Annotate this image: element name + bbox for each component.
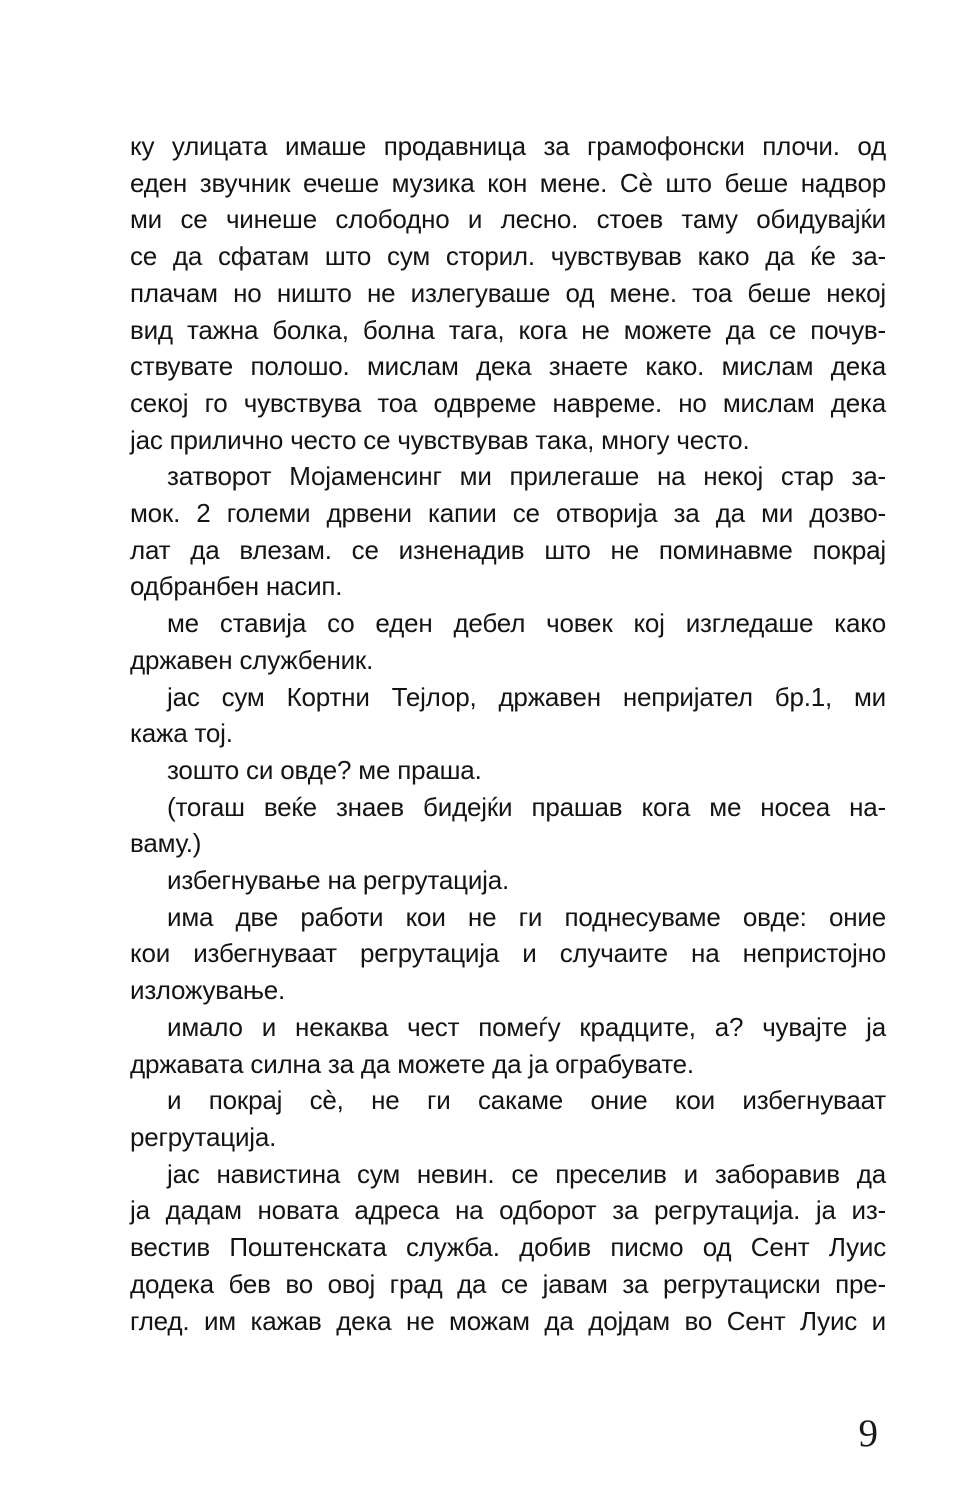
paragraph (130, 128, 886, 458)
paragraph (130, 458, 886, 605)
text-line: и покрај сѐ, не ги сакаме оние кои избегнуваат (167, 1085, 886, 1116)
text-line: има две работи кои не ги поднесуваме овде: оние (167, 901, 886, 932)
text-line: еден звучник ечеше музика кон мене. Сѐ што беше надвор (130, 167, 886, 198)
paragraph (130, 1009, 886, 1082)
text-line: одбранбен насип. (130, 571, 343, 602)
paragraph (130, 679, 886, 752)
text-line: вид тажна болка, болна тага, кога не можете да се почув- (130, 314, 886, 345)
paragraph (130, 862, 886, 899)
text-line: државата силна за да можете да ја ограбувате. (130, 1048, 694, 1079)
body-text (130, 128, 886, 1339)
text-line: јас сум Кортни Тејлор, државен непријател бр.1, ми (167, 681, 886, 712)
text-line: јас навистина сум невин. се преселив и заборавив да (167, 1158, 886, 1189)
text-line: кажа тој. (130, 718, 233, 749)
text-line: (тогаш веќе знаев бидејќи прашав кога ме носеа на- (167, 791, 886, 822)
text-line: ствувате полошо. мислам дека знаете како. мислам дека (130, 351, 886, 382)
paragraph (130, 605, 886, 678)
text-line: зошто си овде? ме праша. (167, 754, 482, 785)
text-line: ми се чинеше слободно и лесно. стоев таму обидувајќи (130, 204, 886, 235)
paragraph (130, 1156, 886, 1340)
text-line: ме ставија со еден дебел човек кој изгледаше како (167, 608, 886, 639)
text-line: додека бев во овој град да се јавам за регрутациски пре- (130, 1268, 886, 1299)
text-line: ваму.) (130, 828, 202, 859)
text-line: ја дадам новата адреса на одборот за регрутација. ја из- (130, 1195, 886, 1226)
paragraph (130, 899, 886, 1009)
text-line: изложување. (130, 975, 286, 1006)
text-line: се да сфатам што сум сторил. чувствував како да ќе за- (130, 241, 886, 272)
paragraph (130, 789, 886, 862)
text-line: регрутација. (130, 1121, 277, 1152)
text-line: избегнување на регрутација. (167, 865, 510, 896)
text-line: ку улицата имаше продавница за грамофонски плочи. од (130, 131, 886, 161)
page-number: 9 (858, 1412, 878, 1455)
text-line: секој го чувствува тоа одвреме навреме. но мислам дека (130, 387, 886, 418)
text-line: плачам но ништо не излегуваше од мене. тоа беше некој (130, 277, 886, 308)
text-line: лат да влезам. се изненадив што не поминавме покрај (130, 534, 886, 565)
text-line: мок. 2 големи дрвени капии се отворија за да ми дозво- (130, 498, 886, 529)
text-line: јас прилично често се чувствував така, многу често. (130, 424, 750, 455)
text-line: кои избегнуваат регрутација и случаите на непристојно (130, 938, 886, 969)
paragraph (130, 1082, 886, 1155)
text-line: глед. им кажав дека не можам да дојдам во Сент Луис и (130, 1305, 886, 1336)
text-line: државен службеник. (130, 644, 374, 675)
text-line: вестив Поштенската служба. добив писмо од Сент Луис (130, 1232, 886, 1263)
paragraph (130, 752, 886, 789)
text-line: имало и некаква чест помеѓу крадците, а? чувајте ја (167, 1011, 886, 1042)
text-line: затворот Мојаменсинг ми прилегаше на некој стар за- (167, 461, 886, 492)
